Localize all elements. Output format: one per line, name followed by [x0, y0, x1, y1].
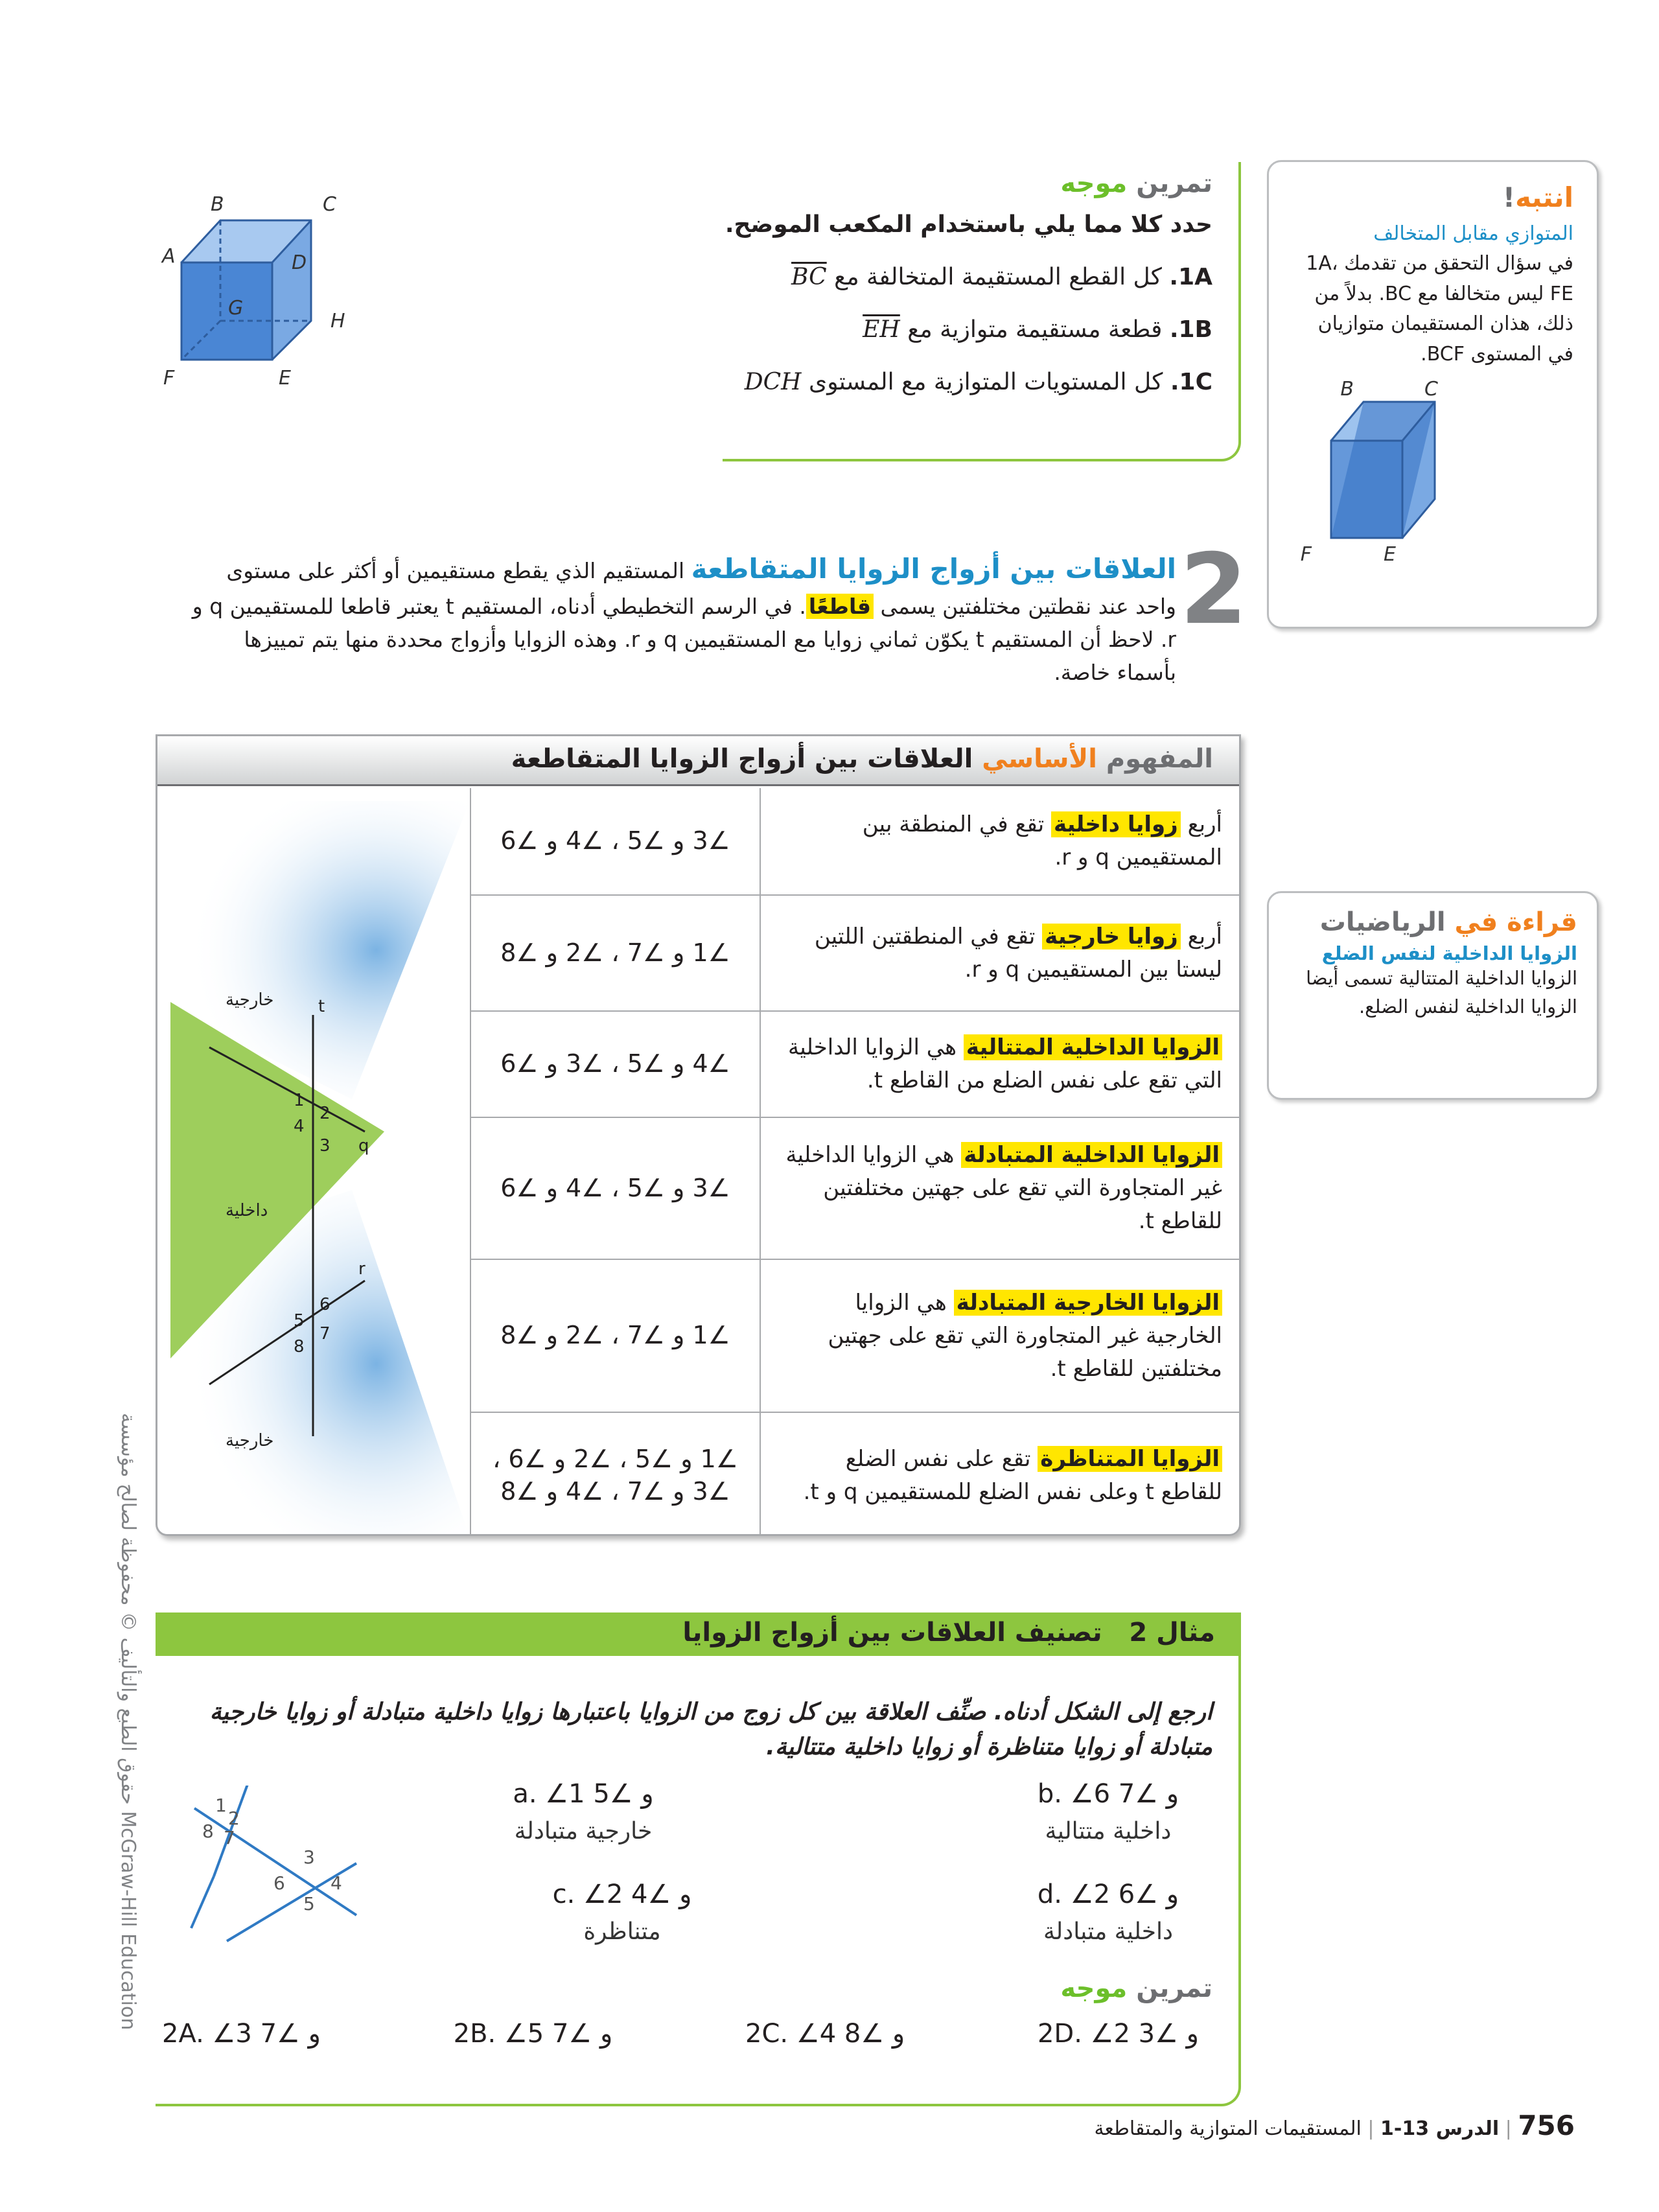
guided-practice-1 [723, 162, 1241, 461]
chapter-title: المستقيمات المتوازية والمتقاطعة [1094, 2117, 1362, 2140]
exercise-1c: 1C. كل المستويات المتوازية مع المستوى DCH [744, 369, 1212, 395]
svg-text:C: C [323, 193, 336, 216]
guided-practice-title: تمرين موجه [1060, 169, 1212, 198]
svg-text:1: 1 [294, 1091, 305, 1110]
svg-text:3: 3 [319, 1136, 331, 1156]
copyright-text: حقوق الطبع والتأليف © محفوظة لصالح مؤسسة McGraw-Hill Education [117, 1413, 139, 2031]
section-2 [185, 533, 1247, 690]
key-concept-table [156, 734, 1241, 1536]
watch-out-title: انتبه! [1502, 181, 1573, 213]
svg-text:2: 2 [228, 1808, 240, 1829]
concept-row: ∠4 و ∠5 ، ∠3 و ∠6 الزوايا الداخلية المتتالية هي الزوايا الداخلية التي تقع على نفس الضلع من القاطع t. [470, 1010, 1239, 1117]
example-figure [188, 1786, 382, 1980]
svg-text:6: 6 [319, 1295, 331, 1314]
svg-text:F: F [1300, 543, 1312, 566]
section-paragraph: العلاقات بين أزواج الزوايا المتقاطعة المستقيم الذي يقطع مستقيمين أو أكثر على مستوى واحد عند نقطتين مختلفتين يسمى قاطعًا. في الرسم التخطيطي أدناه، المستقيم t يعتبر قاطعا للمستقيمين q و r. لاحظ أن المستقيم t يكوّن ثماني زوايا مع المستقيمين q و r. وهذه الزوايا وأزواج محددة منها يتم تمييزها بأسماء خاصة. [192, 553, 1176, 686]
svg-text:5: 5 [294, 1311, 305, 1331]
svg-text:H: H [331, 310, 345, 332]
page-number: 756 [1518, 2110, 1575, 2141]
guided-practice-2-title: تمرين موجه [1060, 1973, 1212, 2003]
watch-out-subtitle: المتوازي مقابل المتخالف [1373, 222, 1573, 245]
concept-row: ∠1 و ∠7 ، ∠2 و ∠8 أربع زوايا خارجية تقع في المنطقتين اللتين ليستا بين المستقيمين q و r. [470, 894, 1239, 1010]
concept-row: ∠1 و ∠7 ، ∠2 و ∠8 الزوايا الخارجية المتبادلة هي الزوايا الخارجية غير المتجاورة التي تقع على جهتين مختلفتين للقاطع t. [470, 1259, 1239, 1412]
svg-text:8: 8 [294, 1337, 305, 1356]
svg-text:E: E [279, 367, 291, 390]
transversal-diagram [157, 788, 470, 1536]
svg-text:2: 2 [319, 1104, 331, 1123]
svg-text:E: E [1384, 543, 1396, 566]
concept-row: ∠1 و ∠5 ، ∠2 و ∠6 ، ∠3 و ∠7 ، ∠4 و ∠8 الزوايا المتناظرة تقع على نفس الضلع للقاطع t وعلى نفس الضلع للمستقيمين q و t. [470, 1412, 1239, 1536]
svg-text:خارجية: خارجية [226, 1431, 274, 1450]
svg-text:C: C [1424, 378, 1438, 401]
svg-text:t: t [318, 997, 325, 1016]
concept-row: ∠3 و ∠5 ، ∠4 و ∠6 الزوايا الداخلية المتبادلة هي الزوايا الداخلية غير المتجاورة التي تقع على جهتين مختلفتين للقاطع t. [470, 1117, 1239, 1259]
example-instruction: ارجع إلى الشكل أدناه. صنِّف العلاقة بين كل زوج من الزوايا باعتبارها زوايا داخلية متبادلة أو زوايا خارجية متبادلة أو زوايا متناظرة أو زوايا داخلية متتالية. [209, 1699, 1212, 1760]
svg-text:1: 1 [215, 1795, 227, 1816]
svg-text:4: 4 [294, 1117, 305, 1136]
cube-bcf-figure [1292, 376, 1487, 570]
svg-text:D: D [292, 251, 307, 274]
example-answer-a: a. ∠1 و ∠5 خارجية متبادلة [513, 1779, 654, 1845]
svg-text:q: q [358, 1136, 369, 1156]
lesson-label: الدرس 13-1 [1380, 2117, 1500, 2140]
exercise-1a: 1A. كل القطع المستقيمة المتخالفة مع BC [791, 264, 1212, 290]
svg-text:B: B [1340, 378, 1354, 401]
svg-text:r: r [358, 1259, 365, 1279]
svg-text:5: 5 [303, 1893, 315, 1915]
watch-out-sidebar [1267, 160, 1599, 629]
example-2-header: مثال 2 تصنيف العلاقات بين أزواج الزوايا [156, 1612, 1241, 1656]
svg-text:خارجية: خارجية [226, 990, 274, 1010]
svg-text:F: F [163, 367, 175, 390]
guided-practice-2-items: 2A. ∠3 و ∠7 2B. ∠5 و ∠7 2C. ∠4 و ∠8 2D. ∠2 و ∠3 [162, 2019, 1199, 2049]
example-answer-b: b. ∠6 و ∠7 داخلية متتالية [1037, 1779, 1179, 1845]
example-answer-c: c. ∠2 و ∠4 متناظرة [552, 1880, 692, 1945]
reading-in-math-sidebar: قراءة في الرياضيات الزوايا الداخلية لنفس الضلع الزوايا الداخلية المتتالية تسمى أيضا الزوايا الداخلية لنفس الضلع. [1267, 891, 1599, 1100]
svg-text:4: 4 [331, 1872, 342, 1894]
svg-text:7: 7 [224, 1827, 235, 1848]
example-2-body [156, 1656, 1241, 2106]
page-footer: 756 | الدرس 13-1 | المستقيمات المتوازية والمتقاطعة [1094, 2110, 1575, 2141]
section-number: 2 [1179, 533, 1247, 646]
svg-text:داخلية: داخلية [226, 1201, 268, 1220]
key-concept-title: المفهوم الأساسي العلاقات بين أزواج الزوايا المتقاطعة [157, 736, 1239, 786]
svg-text:A: A [162, 245, 176, 268]
svg-text:B: B [211, 193, 224, 216]
instruction: حدد كلا مما يلي باستخدام المكعب الموضح. [725, 211, 1212, 238]
example-answer-d: d. ∠2 و ∠6 داخلية متبادلة [1037, 1880, 1179, 1945]
concept-row: ∠3 و ∠5 ، ∠4 و ∠6 أربع زوايا داخلية تقع في المنطقة بين المستقيمين q و r. [470, 788, 1239, 894]
svg-text:7: 7 [319, 1324, 331, 1344]
cube-figure [156, 191, 363, 399]
watch-out-body: في سؤال التحقق من تقدمك 1A، FE ليس متخالفا مع BC. بدلاً من ذلك، هذان المستقيمان متوازيان في المستوى BCF. [1306, 252, 1573, 366]
svg-text:8: 8 [202, 1821, 214, 1842]
svg-text:3: 3 [303, 1846, 315, 1868]
svg-text:G: G [228, 297, 244, 320]
exercise-1b: 1B. قطعة مستقيمة متوازية مع EH [863, 316, 1212, 343]
svg-text:6: 6 [273, 1872, 285, 1894]
